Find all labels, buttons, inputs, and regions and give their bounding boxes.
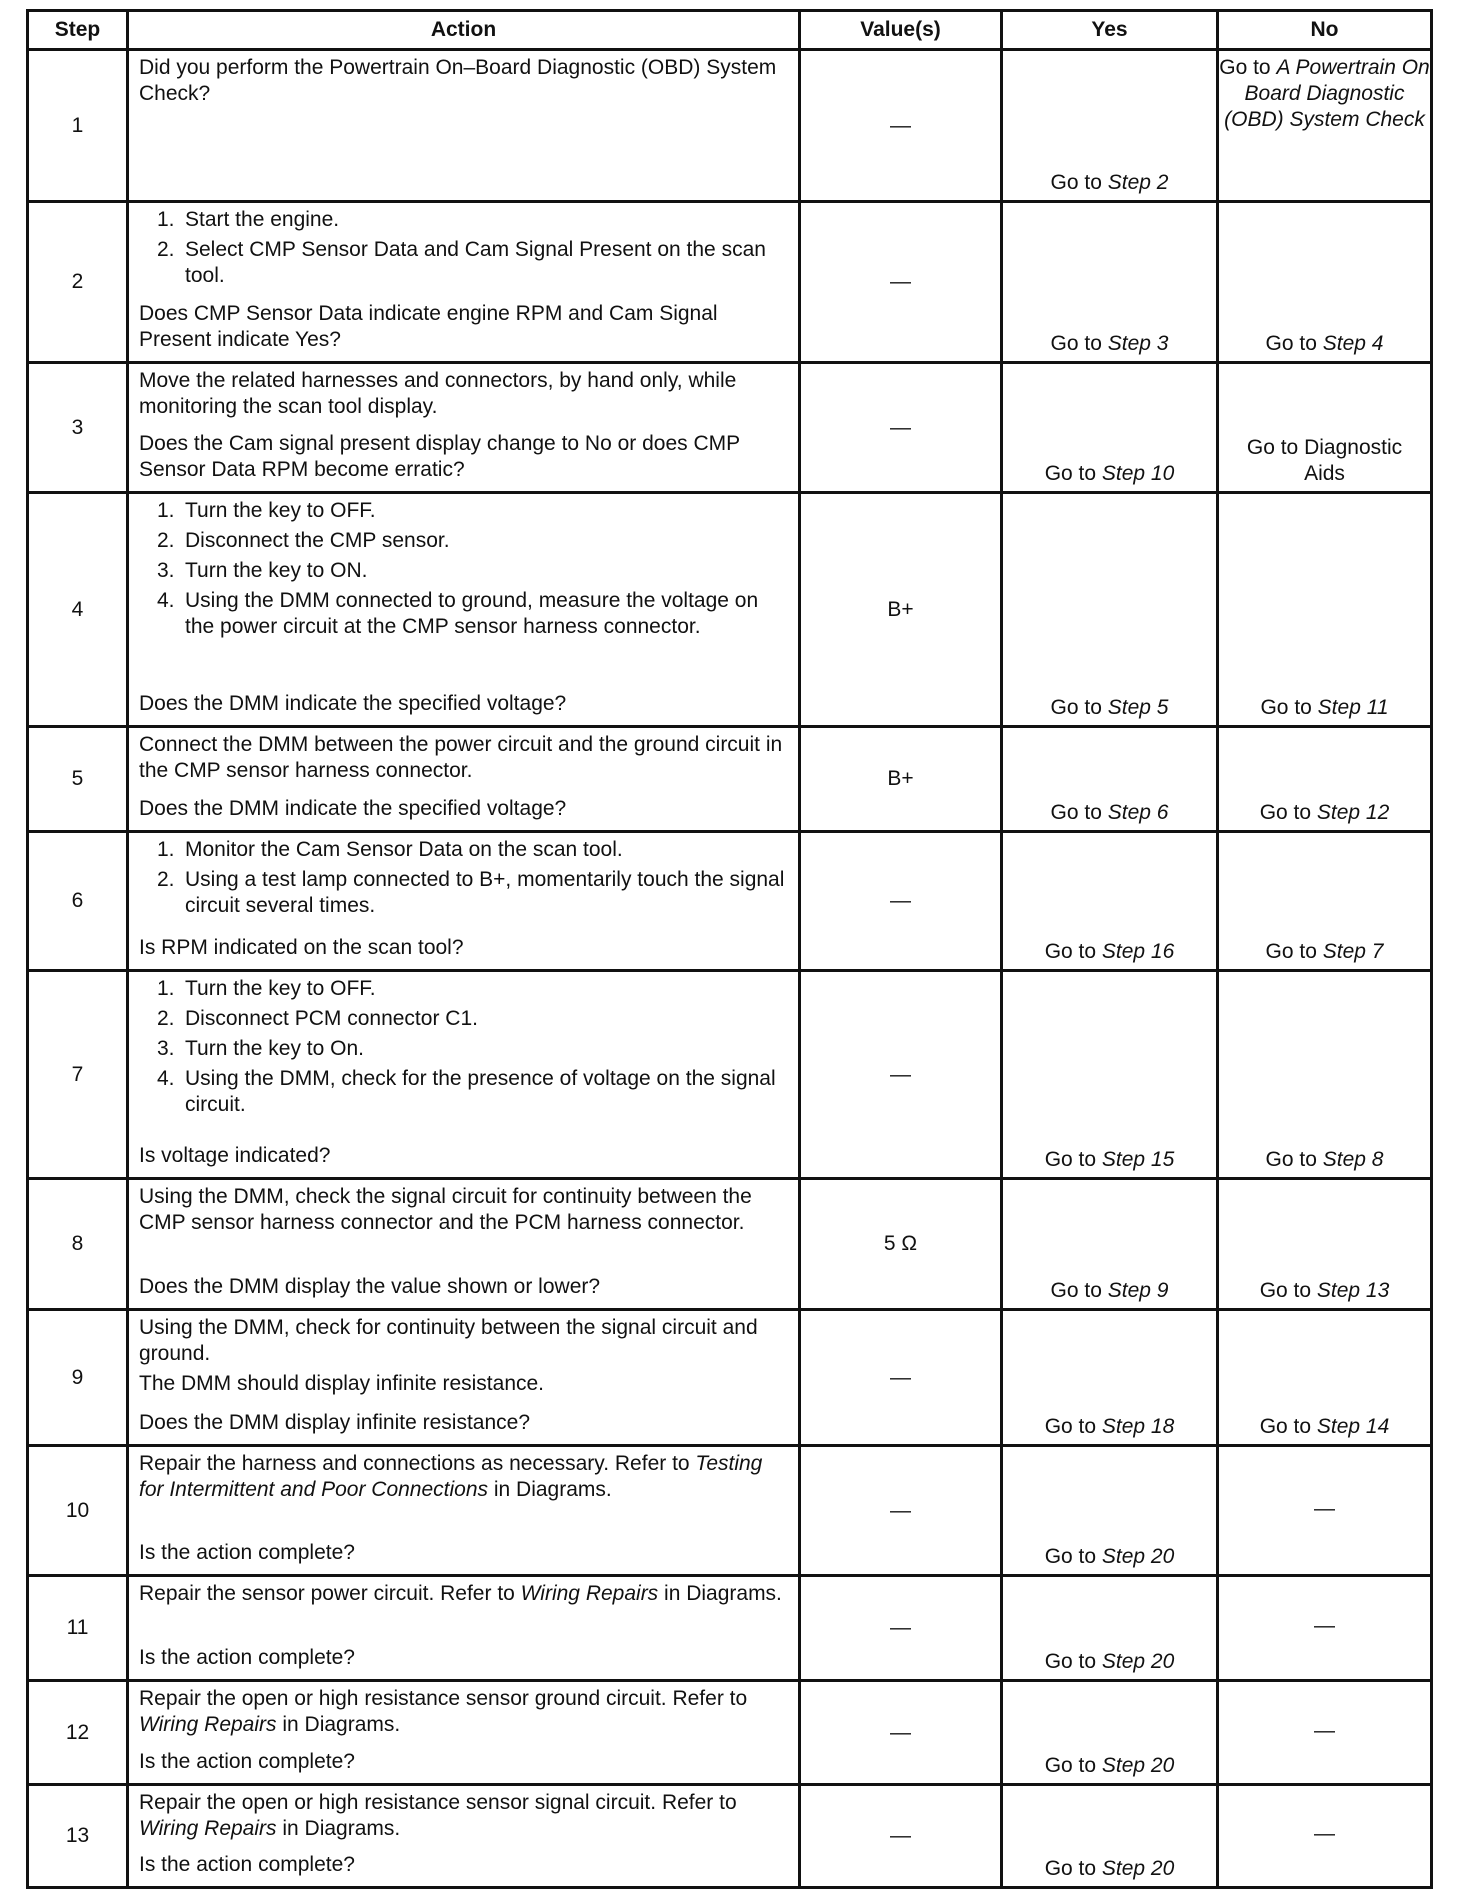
- item-text: [185, 1006, 478, 1032]
- step-number: 10: [28, 1446, 128, 1576]
- action-cell: [128, 1785, 800, 1888]
- text-run: in Diagrams.: [276, 1817, 401, 1840]
- item-number: 3.: [157, 1037, 175, 1060]
- action-paragraph: [139, 691, 788, 717]
- italic-reference: Step 10: [1101, 462, 1175, 485]
- text-run: Select CMP Sensor Data and Cam Signal Present on the scan tool.: [185, 238, 766, 287]
- text-run: Go to: [1259, 1279, 1317, 1302]
- italic-reference: Step 9: [1107, 1279, 1169, 1302]
- table-row: [28, 202, 1432, 363]
- action-question: [139, 431, 788, 487]
- action-question: [139, 1749, 788, 1779]
- action-steps: [139, 732, 788, 788]
- text-run: Turn the key to ON.: [185, 559, 368, 582]
- action-cell: [128, 1576, 800, 1681]
- text-run: Using the DMM, check for continuity between the signal circuit and ground.: [139, 1316, 758, 1365]
- italic-reference: Step 20: [1101, 1545, 1175, 1568]
- item-number: 2.: [157, 238, 175, 261]
- action-paragraph: [139, 1451, 788, 1503]
- numbered-item: [139, 528, 788, 554]
- italic-reference: Step 3: [1107, 332, 1169, 355]
- action-content: [129, 1180, 798, 1308]
- value-cell: —: [800, 1576, 1002, 1681]
- text-run: Go to: [1260, 696, 1318, 719]
- text-run: Does the DMM indicate the specified voltage?: [139, 692, 567, 715]
- value-cell: —: [800, 1310, 1002, 1446]
- text-run: Go to: [1044, 940, 1102, 963]
- numbered-item: [139, 558, 788, 584]
- item-number: 1.: [157, 499, 175, 522]
- action-steps: [139, 1451, 788, 1507]
- action-steps: [139, 1686, 788, 1742]
- text-run: Start the engine.: [185, 208, 340, 231]
- action-paragraph: [139, 1315, 788, 1367]
- step-number: 8: [28, 1179, 128, 1310]
- step-number: 12: [28, 1681, 128, 1785]
- text-run: Go to: [1050, 171, 1108, 194]
- table-row: [28, 493, 1432, 727]
- text-run: Monitor the Cam Sensor Data on the scan tool.: [185, 838, 623, 861]
- value-cell: —: [800, 50, 1002, 202]
- table-row: [28, 363, 1432, 493]
- action-steps: [139, 55, 788, 111]
- yes-cell[interactable]: [1002, 363, 1218, 493]
- action-steps: [139, 976, 788, 1122]
- no-cell[interactable]: [1218, 727, 1432, 832]
- yes-cell[interactable]: [1002, 1681, 1218, 1785]
- action-cell: [128, 1310, 800, 1446]
- yes-cell[interactable]: [1002, 202, 1218, 363]
- action-cell: [128, 832, 800, 971]
- step-number: 3: [28, 363, 128, 493]
- step-number: 7: [28, 971, 128, 1179]
- action-content: [129, 1447, 798, 1574]
- action-steps: [139, 498, 788, 644]
- action-paragraph: [139, 1790, 788, 1842]
- text-run: Does the Cam signal present display change to No or does CMP Sensor Data RPM become erratic?: [139, 432, 740, 481]
- yes-cell[interactable]: [1002, 1576, 1218, 1681]
- italic-reference: Step 13: [1316, 1279, 1390, 1302]
- text-run: Is voltage indicated?: [139, 1144, 331, 1167]
- action-paragraph: [139, 732, 788, 784]
- no-cell[interactable]: [1218, 50, 1432, 202]
- text-run: Go to Diagnostic Aids: [1246, 436, 1403, 485]
- text-run: Repair the sensor power circuit. Refer to: [139, 1582, 521, 1605]
- action-steps: [139, 1315, 788, 1401]
- text-run: Does the DMM display the value shown or lower?: [139, 1275, 601, 1298]
- diagnostic-table: [26, 9, 1433, 1889]
- header-row: [28, 11, 1432, 50]
- numbered-item: [139, 1006, 788, 1032]
- text-run: Using a test lamp connected to B+, momentarily touch the signal circuit several times.: [185, 868, 785, 917]
- value-cell: —: [800, 971, 1002, 1179]
- numbered-item: [139, 867, 788, 919]
- action-content: [129, 972, 798, 1177]
- action-cell: [128, 363, 800, 493]
- text-run: Repair the harness and connections as necessary. Refer to: [139, 1452, 696, 1475]
- text-run: Repair the open or high resistance sensor signal circuit. Refer to: [139, 1791, 737, 1814]
- italic-reference: Step 20: [1101, 1857, 1175, 1880]
- italic-reference: Testing for Intermittent and Poor Connections: [139, 1452, 763, 1501]
- action-question: [139, 1274, 788, 1304]
- step-number: 4: [28, 493, 128, 727]
- table-row: [28, 1785, 1432, 1888]
- step-number: 6: [28, 832, 128, 971]
- text-run: Is the action complete?: [139, 1750, 355, 1773]
- item-text: [185, 1066, 788, 1118]
- text-run: —: [1314, 1822, 1335, 1845]
- table-row: [28, 1681, 1432, 1785]
- text-run: Go to: [1044, 1415, 1102, 1438]
- header-values: Value(s): [800, 11, 1002, 50]
- item-number: 4.: [157, 1067, 175, 1090]
- action-paragraph: [139, 1274, 788, 1300]
- step-number: 5: [28, 727, 128, 832]
- item-text: [185, 207, 339, 233]
- italic-reference: Wiring Repairs: [139, 1713, 277, 1736]
- yes-cell[interactable]: [1002, 50, 1218, 202]
- text-run: Go to: [1265, 1148, 1323, 1171]
- text-run: Go to: [1044, 1650, 1102, 1673]
- action-paragraph: [139, 431, 788, 483]
- value-cell: —: [800, 1446, 1002, 1576]
- action-paragraph: [139, 1371, 788, 1397]
- text-run: Go to: [1265, 332, 1323, 355]
- action-question: [139, 1852, 788, 1882]
- no-cell[interactable]: [1218, 832, 1432, 971]
- yes-cell[interactable]: [1002, 832, 1218, 971]
- item-number: 3.: [157, 559, 175, 582]
- text-run: Go to: [1050, 801, 1108, 824]
- action-paragraph: [139, 301, 788, 353]
- action-paragraph: [139, 368, 788, 420]
- text-run: Go to: [1044, 1148, 1102, 1171]
- action-steps: [139, 368, 788, 424]
- italic-reference: Step 4: [1322, 332, 1384, 355]
- action-steps: [139, 1790, 788, 1846]
- action-content: [129, 494, 798, 725]
- action-content: [129, 1682, 798, 1783]
- numbered-item: [139, 1036, 788, 1062]
- value-cell: —: [800, 363, 1002, 493]
- step-number: 2: [28, 202, 128, 363]
- italic-reference: Step 2: [1107, 171, 1169, 194]
- italic-reference: Step 11: [1317, 696, 1389, 719]
- no-cell[interactable]: [1218, 1576, 1432, 1681]
- item-text: [185, 867, 788, 919]
- italic-reference: A Powertrain On Board Diagnostic (OBD) System Check: [1224, 56, 1430, 131]
- action-question: [139, 1143, 788, 1173]
- italic-reference: Step 12: [1316, 801, 1390, 824]
- action-steps: [139, 837, 788, 923]
- table-row: [28, 971, 1432, 1179]
- table-row: [28, 1179, 1432, 1310]
- item-text: [185, 1036, 364, 1062]
- step-number: 9: [28, 1310, 128, 1446]
- header-action: Action: [128, 11, 800, 50]
- action-content: [129, 364, 798, 491]
- action-question: [139, 691, 788, 721]
- action-paragraph: [139, 935, 788, 961]
- action-content: [129, 728, 798, 830]
- item-text: [185, 498, 376, 524]
- text-run: Go to: [1050, 696, 1108, 719]
- text-run: Go to: [1044, 462, 1102, 485]
- item-number: 4.: [157, 589, 175, 612]
- item-number: 2.: [157, 529, 175, 552]
- text-run: Go to: [1259, 801, 1317, 824]
- action-cell: [128, 50, 800, 202]
- item-text: [185, 237, 788, 289]
- text-run: Go to: [1259, 1415, 1317, 1438]
- text-run: Does the DMM indicate the specified voltage?: [139, 797, 567, 820]
- action-paragraph: [139, 1410, 788, 1436]
- value-cell: —: [800, 1785, 1002, 1888]
- text-run: Repair the open or high resistance sensor ground circuit. Refer to: [139, 1687, 748, 1710]
- numbered-item: [139, 237, 788, 289]
- italic-reference: Step 15: [1101, 1148, 1175, 1171]
- table-row: [28, 50, 1432, 202]
- text-run: Is the action complete?: [139, 1853, 355, 1876]
- action-paragraph: [139, 55, 788, 107]
- text-run: in Diagrams.: [276, 1713, 401, 1736]
- yes-cell[interactable]: [1002, 1785, 1218, 1888]
- value-cell: —: [800, 1681, 1002, 1785]
- text-run: Go to: [1050, 1279, 1108, 1302]
- table-row: [28, 1576, 1432, 1681]
- text-run: Go to: [1044, 1545, 1102, 1568]
- text-run: Turn the key to On.: [185, 1037, 364, 1060]
- action-steps: [139, 207, 788, 293]
- yes-cell[interactable]: [1002, 727, 1218, 832]
- yes-cell[interactable]: [1002, 1310, 1218, 1446]
- action-cell: [128, 1446, 800, 1576]
- value-cell: —: [800, 202, 1002, 363]
- numbered-item: [139, 588, 788, 640]
- action-content: [129, 203, 798, 361]
- text-run: Does the DMM display infinite resistance?: [139, 1411, 531, 1434]
- no-cell[interactable]: [1218, 202, 1432, 363]
- numbered-item: [139, 1066, 788, 1118]
- text-run: Go to: [1050, 332, 1108, 355]
- text-run: Is the action complete?: [139, 1646, 355, 1669]
- table-row: [28, 832, 1432, 971]
- text-run: Go to: [1044, 1754, 1102, 1777]
- action-steps: [139, 1581, 788, 1611]
- item-text: [185, 976, 376, 1002]
- action-paragraph: [139, 1852, 788, 1878]
- text-run: Disconnect the CMP sensor.: [185, 529, 450, 552]
- action-paragraph: [139, 796, 788, 822]
- text-run: in Diagrams.: [658, 1582, 782, 1605]
- text-run: Does CMP Sensor Data indicate engine RPM and Cam Signal Present indicate Yes?: [139, 302, 718, 351]
- step-number: 13: [28, 1785, 128, 1888]
- item-number: 2.: [157, 1007, 175, 1030]
- numbered-item: [139, 837, 788, 863]
- numbered-item: [139, 976, 788, 1002]
- action-question: [139, 1645, 788, 1675]
- italic-reference: Step 14: [1316, 1415, 1390, 1438]
- action-content: [129, 1311, 798, 1444]
- text-run: —: [1314, 1496, 1335, 1520]
- action-paragraph: [139, 1749, 788, 1775]
- text-run: Is RPM indicated on the scan tool?: [139, 936, 464, 959]
- action-content: [129, 1786, 798, 1886]
- italic-reference: Step 6: [1107, 801, 1169, 824]
- yes-cell[interactable]: [1002, 1446, 1218, 1576]
- no-cell[interactable]: [1218, 363, 1432, 493]
- action-cell: [128, 1179, 800, 1310]
- value-cell: 5 Ω: [800, 1179, 1002, 1310]
- step-number: 1: [28, 50, 128, 202]
- action-paragraph: [139, 1581, 788, 1607]
- action-paragraph: [139, 1540, 788, 1566]
- no-cell[interactable]: [1218, 1446, 1432, 1576]
- item-number: 1.: [157, 977, 175, 1000]
- numbered-item: [139, 498, 788, 524]
- text-run: The DMM should display infinite resistance.: [139, 1372, 545, 1395]
- italic-reference: Step 16: [1101, 940, 1175, 963]
- no-cell[interactable]: [1218, 971, 1432, 1179]
- action-cell: [128, 202, 800, 363]
- action-cell: [128, 971, 800, 1179]
- step-number: 11: [28, 1576, 128, 1681]
- text-run: Go to: [1265, 940, 1323, 963]
- item-text: [185, 588, 788, 640]
- action-content: [129, 1577, 798, 1679]
- italic-reference: Wiring Repairs: [520, 1582, 659, 1605]
- text-run: Move the related harnesses and connectors, by hand only, while monitoring the scan tool display.: [139, 369, 737, 418]
- yes-cell[interactable]: [1002, 1179, 1218, 1310]
- action-question: [139, 796, 788, 826]
- italic-reference: Step 18: [1101, 1415, 1175, 1438]
- yes-cell[interactable]: [1002, 971, 1218, 1179]
- no-cell[interactable]: [1218, 1681, 1432, 1785]
- no-cell[interactable]: [1218, 493, 1432, 727]
- text-run: Disconnect PCM connector C1.: [185, 1007, 478, 1030]
- action-cell: [128, 1681, 800, 1785]
- table-row: [28, 1310, 1432, 1446]
- no-cell[interactable]: [1218, 1310, 1432, 1446]
- italic-reference: Step 20: [1101, 1650, 1175, 1673]
- value-cell: —: [800, 832, 1002, 971]
- text-run: in Diagrams.: [488, 1478, 612, 1501]
- item-text: [185, 558, 367, 584]
- text-run: Using the DMM, check the signal circuit for continuity between the CMP sensor harness connector and the PCM harness connector.: [139, 1185, 752, 1234]
- no-cell[interactable]: [1218, 1785, 1432, 1888]
- item-number: 2.: [157, 868, 175, 891]
- text-run: Go to: [1044, 1857, 1102, 1880]
- italic-reference: Step 20: [1101, 1754, 1175, 1777]
- action-paragraph: [139, 1686, 788, 1738]
- text-run: Is the action complete?: [139, 1541, 355, 1564]
- table-row: [28, 1446, 1432, 1576]
- italic-reference: Step 5: [1107, 696, 1169, 719]
- action-question: [139, 301, 788, 357]
- action-content: [129, 833, 798, 969]
- item-text: [185, 528, 450, 554]
- text-run: Turn the key to OFF.: [185, 977, 376, 1000]
- text-run: Using the DMM connected to ground, measure the voltage on the power circuit at the CMP sensor harness connector.: [185, 589, 759, 638]
- value-cell: B+: [800, 727, 1002, 832]
- numbered-item: [139, 207, 788, 233]
- header-yes: Yes: [1002, 11, 1218, 50]
- text-run: Go to: [1219, 56, 1277, 79]
- action-steps: [139, 1184, 788, 1240]
- action-question: [139, 1540, 788, 1570]
- action-question: [139, 1410, 788, 1440]
- action-cell: [128, 727, 800, 832]
- item-number: 1.: [157, 838, 175, 861]
- text-run: Turn the key to OFF.: [185, 499, 376, 522]
- value-cell: B+: [800, 493, 1002, 727]
- table-row: [28, 727, 1432, 832]
- action-paragraph: [139, 1645, 788, 1671]
- text-run: Using the DMM, check for the presence of voltage on the signal circuit.: [185, 1067, 776, 1116]
- text-run: Connect the DMM between the power circuit and the ground circuit in the CMP sensor harness connector.: [139, 733, 783, 782]
- item-number: 1.: [157, 208, 175, 231]
- action-cell: [128, 493, 800, 727]
- action-question: [139, 935, 788, 965]
- text-run: —: [1314, 1718, 1335, 1742]
- action-content: [129, 51, 798, 200]
- italic-reference: Wiring Repairs: [139, 1817, 277, 1840]
- no-cell[interactable]: [1218, 1179, 1432, 1310]
- italic-reference: Step 7: [1322, 940, 1384, 963]
- yes-cell[interactable]: [1002, 493, 1218, 727]
- action-paragraph: [139, 1143, 788, 1169]
- text-run: Did you perform the Powertrain On–Board Diagnostic (OBD) System Check?: [139, 56, 777, 105]
- italic-reference: Step 8: [1322, 1148, 1384, 1171]
- action-paragraph: [139, 1184, 788, 1236]
- header-no: No: [1218, 11, 1432, 50]
- header-step: Step: [28, 11, 128, 50]
- text-run: —: [1314, 1614, 1335, 1637]
- item-text: [185, 837, 623, 863]
